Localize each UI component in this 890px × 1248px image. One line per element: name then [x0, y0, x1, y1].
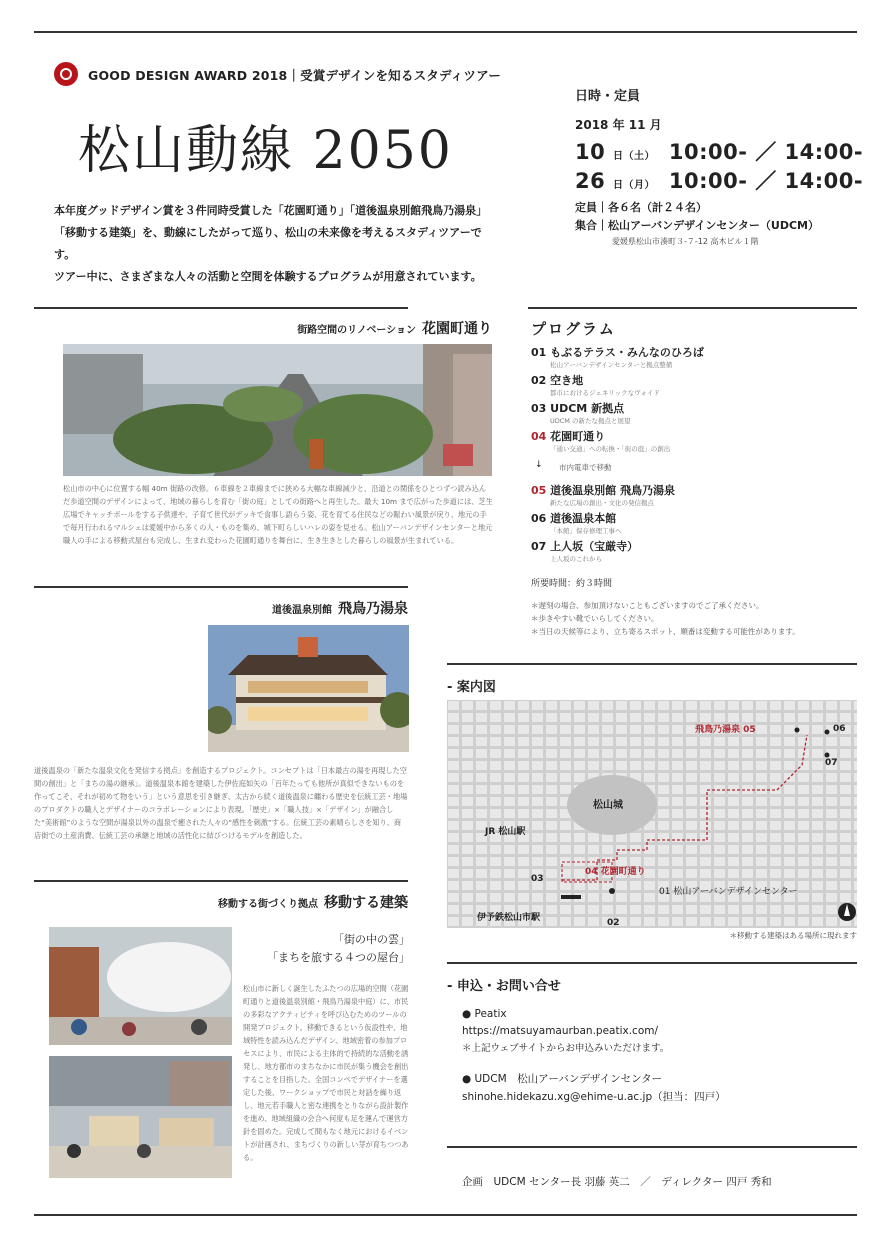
section-rule: [447, 962, 857, 964]
intro-text: [54, 200, 494, 288]
program-sub: 都市におけるジェネリックなヴォイド: [550, 389, 660, 397]
map-label-udcm: 01 松山アーバンデザインセンター: [659, 887, 798, 897]
program-title: 道後温泉本館: [550, 512, 617, 525]
section1-sub: 街路空間のリノベーション: [297, 325, 416, 336]
section-rule: [447, 663, 857, 665]
udcm-label: ● UDCM 松山アーバンデザインセンター: [462, 1073, 663, 1085]
section1-body: 松山市の中心に位置する幅 40m 街路の改修。６車線を２車線までに狭める大幅な車線減少と、沿道との関係をひとつずつ読み込んだ歩道空間のデザインによって、地域の暮らしを育む「街の庭」としての街路へと再生した。最大 10m まで広がった歩道には、芝生広場でキャッチボールをする子供達や、子育て世代がデッキで食事し語らう姿、花を育てる住民などの賑わい風景が戻り、地元の手で毎月行われるマルシェは愛媛中から多くの人・ものを集め、城下町らしいハレの姿を見せる。松山アーバンデザインセンターと地元職人の手による移動式屋台も完成し、生まれ変わった花園町通りを舞台に、生き生きとした暮らしの風景が生まれている。: [63, 484, 493, 545]
program-item: [531, 344, 704, 369]
meeting-point: 集合｜松山アーバンデザインセンター（UDCM）: [575, 219, 819, 232]
peatix-label: ● Peatix: [462, 1008, 507, 1020]
section2-body: 道後温泉の「新たな温泉文化を発信する拠点」を創造するプロジェクト。コンセプトは「日本最古の湯を再現した空間の創出」と「まちの湯の継承」。道後温泉本館を建築した伊佐庭如矢の「百年たっても他所が真似できないものを作ってこそ、それが初めて物をいう」という意思を引き継ぎ、太古から続く道後温泉に纏わる歴史を伝統工芸・地場のプロダクトの職人とデザイナーのコラボレーションにより表現。「歴史」×「職人技」×「デザイン」が融合した“美術館”のような空間が湯泉以外の温泉で癒された人々の“感性を刺激”する。伝統工芸の素晴らしさを知り、商店街での土産消費、伝統工芸の承継と地域の活性化に結びつけるモデルを創造した。: [34, 766, 408, 840]
bottom-rule: [34, 1214, 857, 1216]
hanazono-street-photo: [63, 344, 492, 476]
section2-sub: 道後温泉別館: [272, 605, 332, 616]
program-sub: 「通い交通」への転換・「街の庭」の創出: [550, 445, 671, 453]
section-rule: [34, 307, 408, 309]
date-dow: 日（土）: [613, 151, 656, 162]
address: 愛媛県松山市湊町３-７-12 高木ビル１階: [612, 237, 759, 246]
program-heading: プログラム: [531, 320, 616, 338]
program-sub: UDCM の新たな拠点と展望: [550, 417, 631, 425]
arrow-down-icon: ↓: [535, 460, 543, 470]
program-sub: 新たな広場の創出・文化の発信拠点: [550, 499, 654, 507]
program-item: [531, 428, 670, 453]
section-rule: [34, 586, 408, 588]
program-item: [531, 538, 638, 563]
good-design-logo-icon: [54, 62, 78, 86]
guide-map: [447, 700, 857, 928]
section1-name: 花園町通り: [422, 321, 492, 337]
intro-line: ツアー中に、さまざまな人々の活動と空間を体験するプログラムが用意されています。: [54, 270, 482, 283]
map-label-02: 02: [607, 918, 620, 928]
section2-title: [34, 598, 408, 618]
program-item: [531, 372, 660, 397]
apply-peatix: [462, 1006, 669, 1057]
program-num: 04: [531, 430, 547, 443]
map-label-asuka: 飛鳥乃湯泉 05: [695, 725, 756, 735]
program-notes: [531, 599, 857, 638]
credit: 企画 UDCM センター長 羽藤 英二 ／ ディレクター 四戸 秀和: [462, 1176, 772, 1188]
program-num: 02: [531, 374, 547, 387]
program-num: 07: [531, 540, 547, 553]
program-sub: 上人坂のこれから: [550, 555, 602, 563]
map-label-hanazono: 04 花園町通り: [585, 867, 646, 877]
map-label-03: 03: [531, 874, 544, 884]
schedule-date-2: [575, 165, 863, 195]
date-dow: 日（月）: [613, 180, 656, 191]
cloud-structure-photo: [49, 927, 232, 1045]
section3-quote: 「まちを旅する４つの屋台」: [267, 951, 410, 964]
map-label-jr: JR 松山駅: [485, 827, 526, 837]
asuka-onsen-photo: [208, 625, 409, 752]
program-title: 上人坂（宝厳寺）: [550, 540, 639, 553]
map-label-06: 06: [833, 724, 846, 734]
program-title: 空き地: [550, 374, 584, 387]
transit-note: 市内電車で移動: [559, 463, 612, 472]
note-line: ＊遅刻の場合、参加頂けないこともございますのでご了承ください。: [531, 601, 764, 610]
program-num: 01: [531, 346, 547, 359]
map-note: ＊移動する建築はある場所に現れます: [729, 931, 857, 940]
program-num: 05: [531, 484, 547, 497]
date-day: 10: [575, 140, 606, 164]
program-sub: 「本館」保存修理工事へ: [550, 527, 622, 535]
section-rule: [34, 880, 408, 882]
intro-line: 「移動する建築」を、動線にしたがって巡り、松山の未来像を考えるスタディツアーです。: [54, 226, 482, 261]
map-label-castle: 松山城: [593, 800, 623, 811]
map-heading: - 案内図: [447, 680, 496, 695]
map-label-07: 07: [825, 758, 838, 768]
program-item: [531, 510, 622, 535]
program-title: 道後温泉別館 飛鳥乃湯泉: [550, 484, 675, 497]
udcm-email-link[interactable]: shinohe.hidekazu.xg@ehime-u.ac.jp（担当：四戸）: [462, 1091, 726, 1103]
intro-line: 本年度グッドデザイン賞を３件同時受賞した「花園町通り」「道後温泉別館飛鳥乃湯泉」: [54, 204, 488, 217]
program-num: 06: [531, 512, 547, 525]
date-times: 10:00- ／ 14:00-: [668, 169, 864, 193]
schedule-year-month: 2018 年 11 月: [575, 118, 662, 132]
section3-body: 松山市に新しく誕生したふたつの広場的空間（花園町通りと道後温泉別館・飛鳥乃湯泉中庭）に、市民の多彩なアクティビティを呼び込むためのツールの開発プロジェクト。移動できるという仮設性や、地域特性を読み込んだデザイン、地域密着の参加プロセスにより、市民による主体的で持続的な活動を誘発し、地方都市のまちなかに市民が集う機会を創出することを目指した。全国コンペでデザイナーを選定した後、ワークショップで市民と対話を繰り返し、地元若手職人と密な連携をとりながら設計製作を進め、地域組織の会合へ何度も足を運んで運営方針を固めた。完成して間もなく地元におけるイベントが計画され、まちづくりの新しい芽が育ちつつある。: [243, 984, 409, 1162]
program-item: [531, 482, 675, 507]
schedule-date-1: [575, 136, 863, 166]
section3-name: 移動する建築: [324, 895, 408, 911]
map-label-iyo: 伊予鉄松山市駅: [477, 913, 541, 923]
section-rule: [528, 307, 857, 309]
section3-quote: 「街の中の雲」: [333, 933, 410, 946]
date-times: 10:00- ／ 14:00-: [668, 140, 864, 164]
program-title: UDCM 新拠点: [550, 402, 625, 415]
duration: 所要時間：約３時間: [531, 579, 613, 589]
note-line: ＊歩きやすい靴でいらしてください。: [531, 614, 659, 623]
section-rule: [447, 1146, 857, 1148]
program-title: 花園町通り: [550, 430, 606, 443]
schedule-heading: 日時・定員: [575, 89, 641, 104]
page-title: 松山動線 2050: [78, 121, 453, 181]
note-line: ＊当日の天候等により、立ち寄るスポット、順番は変動する可能性があります。: [531, 627, 800, 636]
apply-heading: - 申込・お問い合せ: [447, 979, 561, 994]
peatix-note: ＊上記ウェブサイトからお申込みいただけます。: [462, 1043, 670, 1054]
apply-udcm: [462, 1070, 726, 1106]
program-title: もぶるテラス・みんなのひろば: [550, 346, 704, 359]
award-line: GOOD DESIGN AWARD 2018｜受賞デザインを知るスタディツアー: [88, 68, 502, 83]
date-day: 26: [575, 169, 606, 193]
program-num: 03: [531, 402, 547, 415]
section1-title: [34, 318, 492, 338]
section3-quotes: [240, 931, 410, 967]
program-sub: 松山アーバンデザインセンターと拠点整備: [550, 361, 673, 369]
section3-sub: 移動する街づくり拠点: [218, 899, 318, 910]
top-rule: [34, 31, 857, 33]
section2-name: 飛鳥乃湯泉: [338, 601, 408, 617]
section3-title: [34, 892, 408, 912]
mobile-stalls-photo: [49, 1056, 232, 1178]
capacity: 定員｜各６名（計２４名）: [575, 201, 707, 214]
program-item: [531, 400, 630, 425]
peatix-link[interactable]: https://matsuyamaurban.peatix.com/: [462, 1025, 659, 1037]
